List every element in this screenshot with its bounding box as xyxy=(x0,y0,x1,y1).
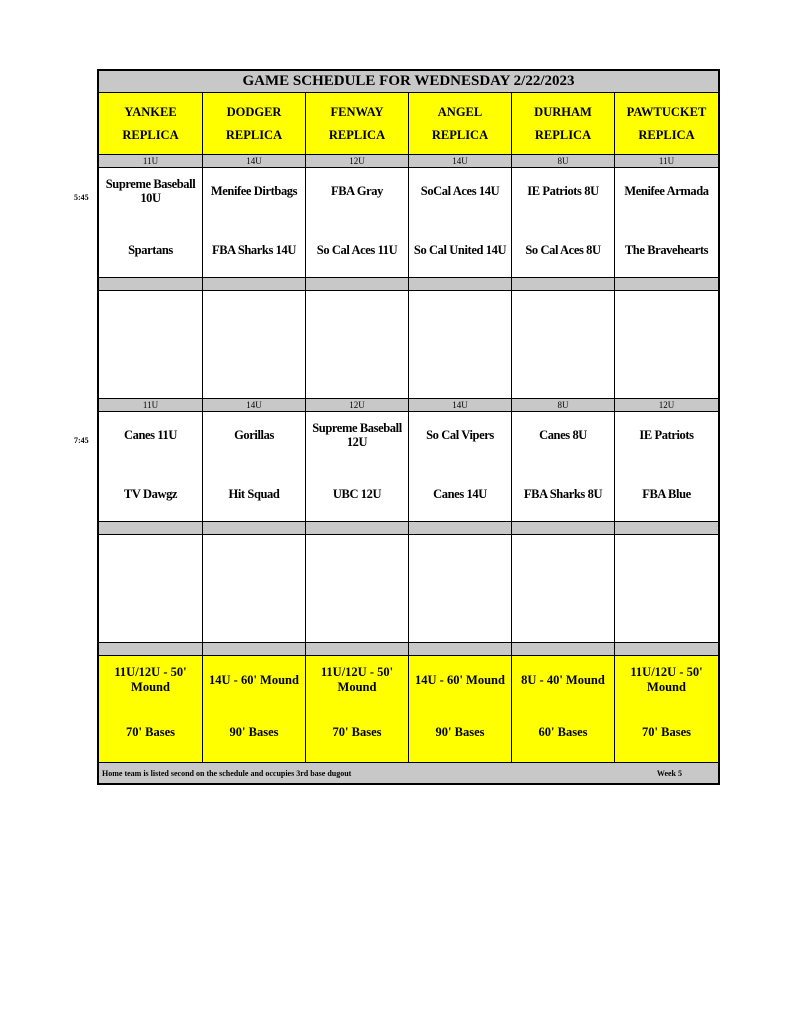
separator-cell xyxy=(512,278,615,291)
game-cell xyxy=(409,168,512,278)
away-team: Menifee Armada xyxy=(624,184,709,198)
games-row xyxy=(99,412,718,522)
mound-distance: 11U/12U - 50' Mound xyxy=(630,665,703,694)
away-team: Supreme Baseball 12U xyxy=(312,421,402,449)
base-distance: 90' Bases xyxy=(229,724,279,739)
division-label: 14U xyxy=(409,399,512,412)
home-team-note: Home team is listed second on the schedule and occupies 3rd base dugout xyxy=(102,768,352,778)
rules-row xyxy=(99,656,718,763)
division-label: 11U xyxy=(615,155,718,168)
empty-row xyxy=(99,535,718,643)
separator-row xyxy=(99,522,718,535)
home-team: So Cal Aces 8U xyxy=(525,243,601,257)
home-team: UBC 12U xyxy=(332,487,382,501)
away-team: IE Patriots xyxy=(639,428,694,442)
separator-cell xyxy=(409,278,512,291)
field-header-row xyxy=(99,93,718,155)
game-cell xyxy=(99,412,203,522)
away-team: SoCal Aces 14U xyxy=(420,184,500,198)
home-team: FBA Sharks 8U xyxy=(523,487,603,501)
separator-row xyxy=(99,278,718,291)
game-cell xyxy=(615,168,718,278)
game-cell xyxy=(99,168,203,278)
field-name-line2: REPLICA xyxy=(122,127,179,142)
game-cell xyxy=(615,412,718,522)
game-cell xyxy=(512,168,615,278)
rules-cell xyxy=(306,656,409,763)
division-label: 8U xyxy=(512,155,615,168)
empty-cell xyxy=(512,291,615,399)
away-team: Canes 8U xyxy=(539,428,587,442)
division-label: 11U xyxy=(99,399,203,412)
mound-distance: 8U - 40' Mound xyxy=(521,672,605,687)
game-cell xyxy=(409,412,512,522)
home-team: So Cal Aces 11U xyxy=(316,243,398,257)
games-row xyxy=(99,168,718,278)
footer-bar xyxy=(99,763,718,783)
rules-cell xyxy=(99,656,203,763)
home-team: So Cal United 14U xyxy=(413,243,507,257)
division-label: 14U xyxy=(203,155,306,168)
rules-cell xyxy=(512,656,615,763)
home-team: FBA Sharks 14U xyxy=(211,243,296,257)
field-dodger xyxy=(203,93,306,155)
game-cell xyxy=(203,412,306,522)
separator-cell xyxy=(203,522,306,535)
field-name-line1: PAWTUCKET xyxy=(626,104,707,119)
home-team: TV Dawgz xyxy=(123,487,178,501)
home-team: Canes 14U xyxy=(433,487,487,501)
separator-cell xyxy=(99,643,203,656)
field-name-line2: REPLICA xyxy=(328,127,386,142)
separator-cell xyxy=(203,643,306,656)
game-cell xyxy=(512,412,615,522)
separator-cell xyxy=(512,522,615,535)
separator-cell xyxy=(615,278,718,291)
rules-cell xyxy=(409,656,512,763)
field-durham xyxy=(512,93,615,155)
division-label: 14U xyxy=(409,155,512,168)
separator-cell xyxy=(512,643,615,656)
separator-cell xyxy=(615,643,718,656)
empty-cell xyxy=(99,291,203,399)
division-label: 14U xyxy=(203,399,306,412)
separator-row xyxy=(99,643,718,656)
division-label: 11U xyxy=(99,155,203,168)
empty-cell xyxy=(512,535,615,643)
rules-cell xyxy=(203,656,306,763)
empty-row xyxy=(99,291,718,399)
empty-cell xyxy=(203,291,306,399)
field-fenway xyxy=(306,93,409,155)
separator-cell xyxy=(409,643,512,656)
field-pawtucket xyxy=(615,93,718,155)
empty-cell xyxy=(306,291,409,399)
home-team: The Bravehearts xyxy=(624,243,709,257)
separator-cell xyxy=(615,522,718,535)
schedule-table xyxy=(97,69,720,785)
base-distance: 70' Bases xyxy=(332,724,382,739)
separator-cell xyxy=(99,522,203,535)
field-name-line2: REPLICA xyxy=(534,127,592,142)
away-team: FBA Gray xyxy=(330,184,383,198)
empty-cell xyxy=(306,535,409,643)
separator-cell xyxy=(409,522,512,535)
separator-cell xyxy=(99,278,203,291)
base-distance: 60' Bases xyxy=(538,724,588,739)
game-cell xyxy=(306,412,409,522)
division-label: 12U xyxy=(615,399,718,412)
division-label: 8U xyxy=(512,399,615,412)
empty-cell xyxy=(615,535,718,643)
away-team: Gorillas xyxy=(234,428,274,442)
mound-distance: 14U - 60' Mound xyxy=(209,672,299,687)
field-name-line1: YANKEE xyxy=(124,104,177,119)
field-name-line1: DURHAM xyxy=(534,104,592,119)
home-team: FBA Blue xyxy=(642,487,691,501)
empty-cell xyxy=(203,535,306,643)
empty-cell xyxy=(409,535,512,643)
base-distance: 70' Bases xyxy=(126,724,175,739)
away-team: So Cal Vipers xyxy=(426,428,494,442)
game-cell xyxy=(203,168,306,278)
separator-cell xyxy=(203,278,306,291)
mound-distance: 11U/12U - 50' Mound xyxy=(114,665,187,694)
rules-cell xyxy=(615,656,718,763)
home-team: Spartans xyxy=(128,243,173,257)
field-yankee xyxy=(99,93,203,155)
separator-cell xyxy=(306,522,409,535)
field-name-line2: REPLICA xyxy=(225,127,283,142)
separator-cell xyxy=(306,278,409,291)
empty-cell xyxy=(409,291,512,399)
base-distance: 70' Bases xyxy=(642,724,691,739)
division-row xyxy=(99,155,718,168)
game-cell xyxy=(306,168,409,278)
empty-cell xyxy=(615,291,718,399)
slot-time-1: 5:45 xyxy=(74,193,89,202)
empty-cell xyxy=(99,535,203,643)
slot-time-2: 7:45 xyxy=(74,436,89,445)
field-name-line1: DODGER xyxy=(226,104,282,119)
away-team: Menifee Dirtbags xyxy=(210,184,298,198)
mound-distance: 14U - 60' Mound xyxy=(415,672,505,687)
field-name-line2: REPLICA xyxy=(638,127,695,142)
field-angel xyxy=(409,93,512,155)
division-row xyxy=(99,399,718,412)
mound-distance: 11U/12U - 50' Mound xyxy=(320,665,394,694)
separator-cell xyxy=(306,643,409,656)
division-label: 12U xyxy=(306,155,409,168)
home-team: Hit Squad xyxy=(228,487,280,501)
week-label: Week 5 xyxy=(656,768,682,778)
field-name-line1: FENWAY xyxy=(330,104,384,119)
away-team: Canes 11U xyxy=(123,428,177,442)
away-team: Supreme Baseball 10U xyxy=(105,177,196,205)
division-label: 12U xyxy=(306,399,409,412)
field-name-line1: ANGEL xyxy=(437,104,483,119)
base-distance: 90' Bases xyxy=(435,724,485,739)
field-name-line2: REPLICA xyxy=(431,127,489,142)
page-title: GAME SCHEDULE FOR WEDNESDAY 2/22/2023 xyxy=(99,71,718,93)
away-team: IE Patriots 8U xyxy=(527,184,599,198)
